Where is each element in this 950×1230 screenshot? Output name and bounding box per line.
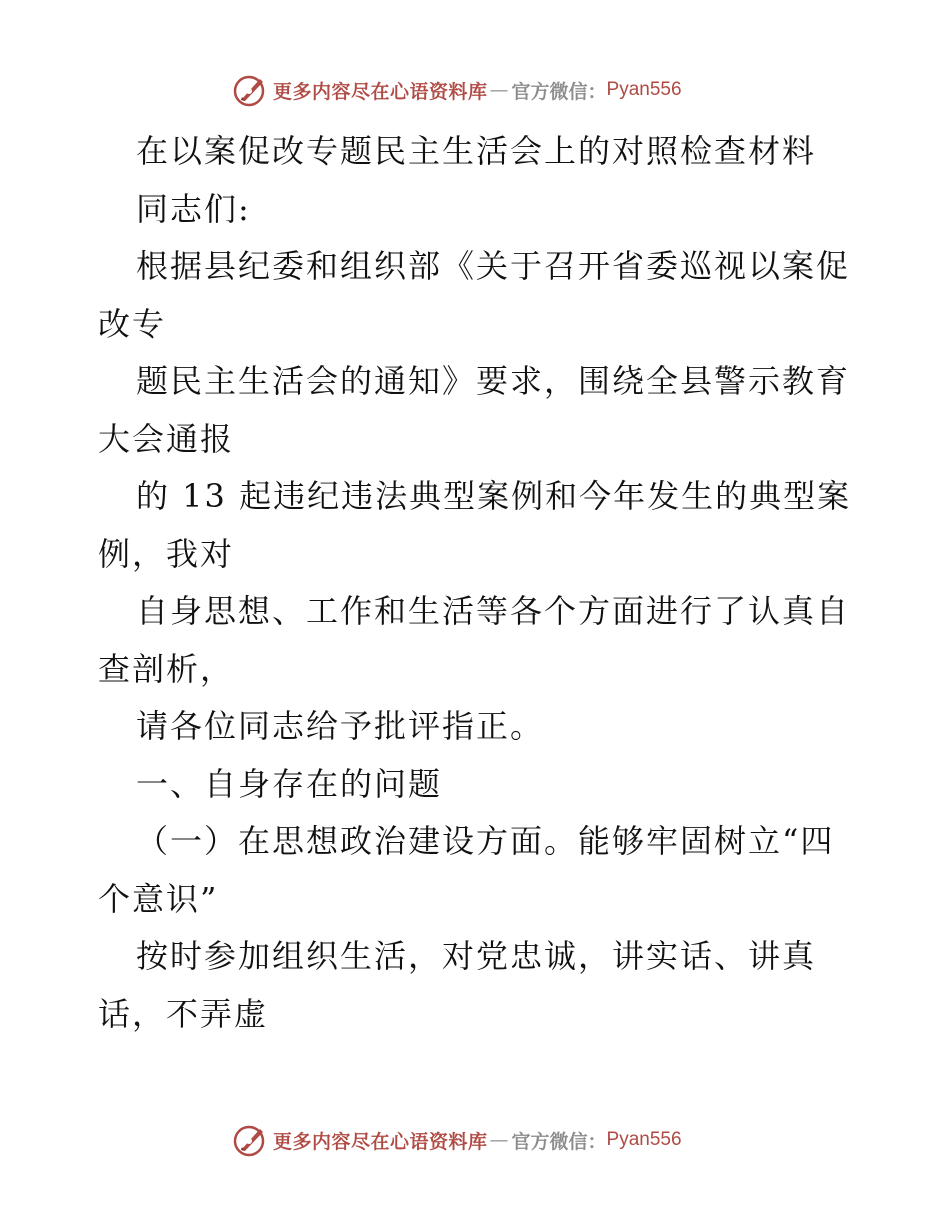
document-body [98,123,858,1043]
paragraph-line: 话，不弄虚 [98,994,269,1033]
banner-wechat-id: Pyan556 [606,1129,682,1150]
paragraph-line: 自身思想、工作和生活等各个方面进行了认真自 [136,592,851,630]
banner-slogan: 更多内容尽在心语资料库 [273,80,488,103]
paragraph-line: 查剖析， [98,649,235,688]
paragraph-line: 的 13 起违纪违法典型案例和今年发生的典型案 [136,477,852,515]
paragraph-line: 个意识” [98,879,219,918]
footer-banner [233,1122,753,1158]
paragraph-line: 题民主生活会的通知》要求，围绕全县警示教育 [136,362,851,400]
banner-slogan: 更多内容尽在心语资料库 [273,1130,488,1153]
paragraph-line: 改专 [98,304,167,343]
paragraph-line: 根据县纪委和组织部《关于召开省委巡视以案促 [136,247,851,285]
banner-dash: — [489,1129,509,1151]
document-title: 在以案促改专题民主生活会上的对照检查材料 [136,132,817,170]
paragraph-line: 大会通报 [98,419,235,458]
paragraph-line: 请各位同志给予批评指正。 [136,707,545,745]
banner-wechat-id: Pyan556 [606,79,682,100]
paragraph-line: 按时参加组织生活，对党忠诚，讲实话、讲真 [136,937,817,975]
quill-pen-logo-icon [233,1123,267,1157]
header-banner [233,72,753,108]
banner-wechat-label: 官方微信： [511,1130,607,1153]
banner-dash: — [489,79,509,101]
subsection-line: （一）在思想政治建设方面。能够牢固树立“四 [136,822,835,860]
section-heading: 一、自身存在的问题 [136,764,443,803]
salutation: 同志们: [136,189,251,228]
banner-wechat-label: 官方微信： [511,80,607,103]
paragraph-line: 例，我对 [98,534,235,573]
quill-pen-logo-icon [233,73,267,107]
